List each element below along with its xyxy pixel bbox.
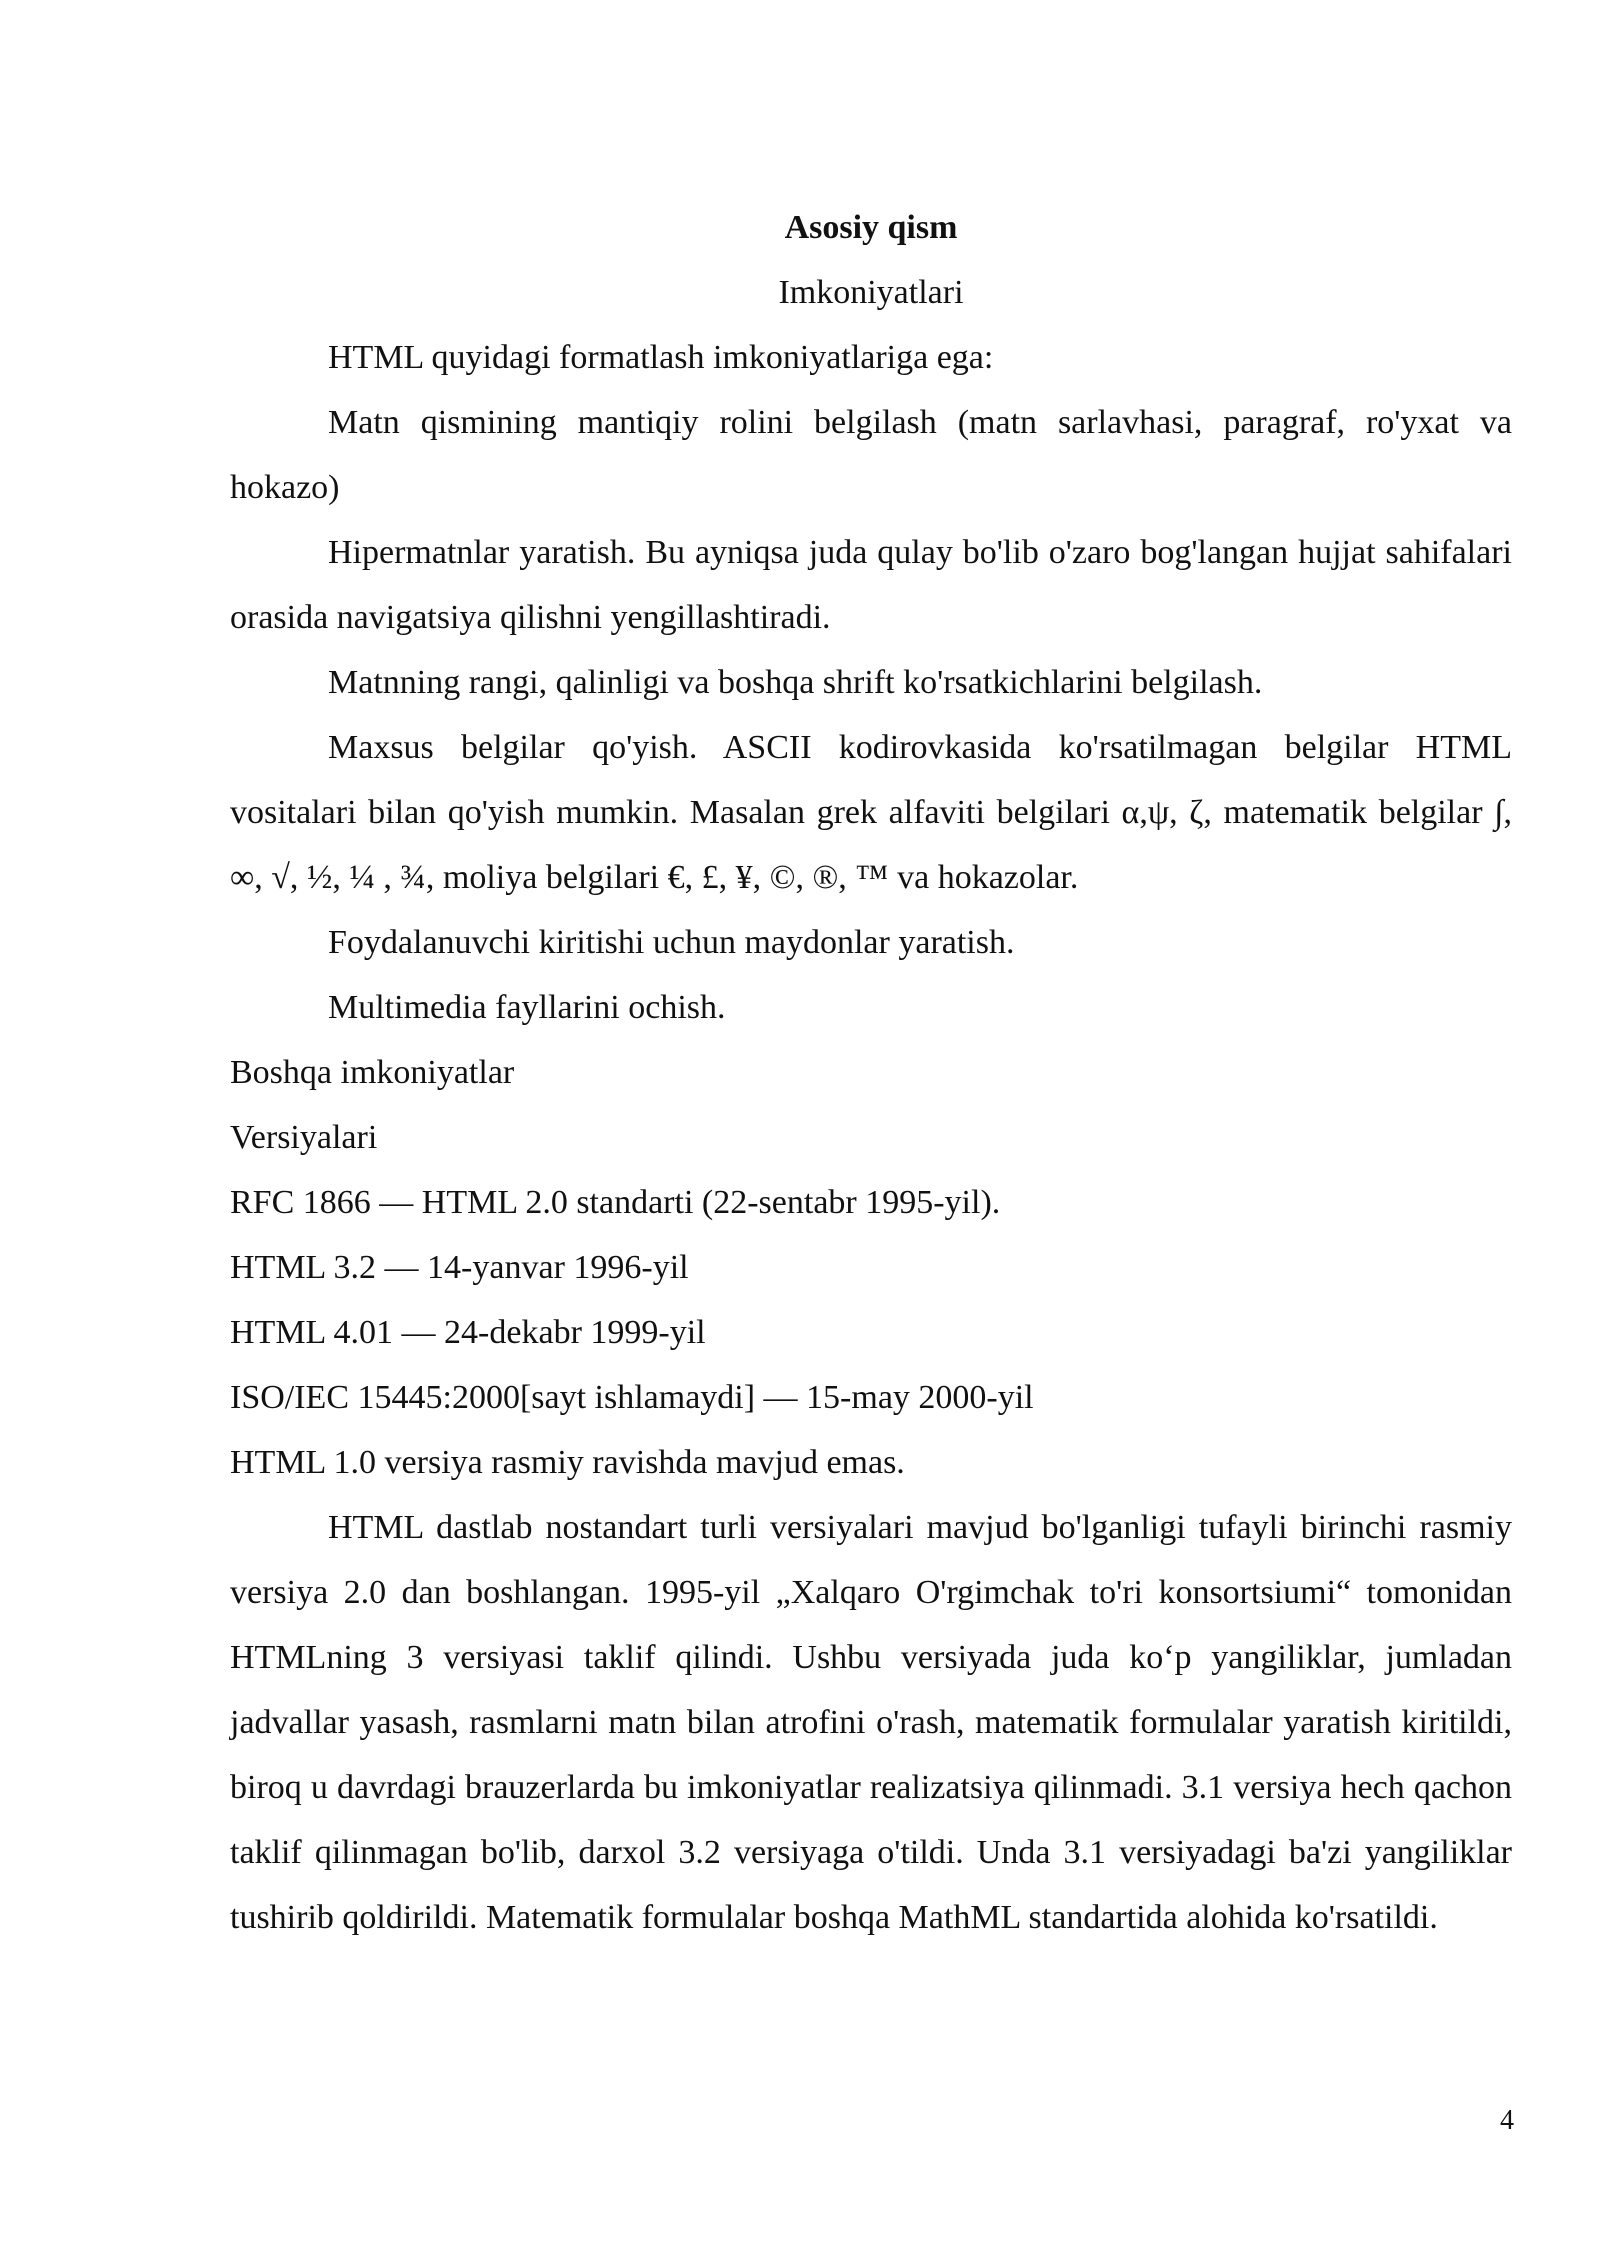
other-features-label: Boshqa imkoniyatlar bbox=[230, 1054, 515, 1091]
feature-paragraph-font: Matnning rangi, qalinligi va boshqa shrift ko'rsatkichlarini belgilash. bbox=[328, 664, 1263, 701]
page-number: 4 bbox=[1500, 2105, 1514, 2136]
intro-paragraph: HTML quyidagi formatlash imkoniyatlariga ega: bbox=[328, 339, 994, 376]
version-line: HTML 1.0 versiya rasmiy ravishda mavjud emas. bbox=[230, 1444, 905, 1481]
version-line: RFC 1866 — HTML 2.0 standarti (22-sentabr 1995-yil). bbox=[230, 1184, 1001, 1221]
section-subtitle: Imkoniyatlari bbox=[778, 274, 964, 311]
version-line: HTML 3.2 — 14-yanvar 1996-yil bbox=[230, 1249, 689, 1286]
version-line: HTML 4.01 — 24-dekabr 1999-yil bbox=[230, 1314, 706, 1351]
feature-paragraph-logical-role: Matn qismining mantiqiy rolini belgilash (matn sarlavhasi, paragraf, ro'yxat va hokazo) bbox=[230, 404, 1512, 506]
feature-paragraph-hypertext: Hipermatnlar yaratish. Bu ayniqsa juda qulay bo'lib o'zaro bog'langan hujjat sahifalari orasida navigatsiya qilishni yengillashtiradi. bbox=[230, 534, 1512, 636]
feature-paragraph-special-chars: Maxsus belgilar qo'yish. ASCII kodirovkasida ko'rsatilmagan belgilar HTML vositalari bilan qo'yish mumkin. Masalan grek alfaviti belgilari α,ψ, ζ, matematik belgilar ∫, ∞, √, ½, ¼ , ¾, moliya belgilari €, £, ¥, ©, ®, ™ va hokazolar. bbox=[230, 729, 1512, 896]
section-title: Asosiy qism bbox=[784, 209, 958, 246]
versions-heading: Versiyalari bbox=[230, 1119, 378, 1156]
document-page bbox=[230, 195, 1512, 1950]
feature-paragraph-multimedia: Multimedia fayllarini ochish. bbox=[328, 989, 726, 1026]
feature-paragraph-input-fields: Foydalanuvchi kiritishi uchun maydonlar yaratish. bbox=[328, 924, 1015, 961]
version-line: ISO/IEC 15445:2000[sayt ishlamaydi] — 15-may 2000-yil bbox=[230, 1379, 1034, 1416]
history-paragraph: HTML dastlab nostandart turli versiyalari mavjud bo'lganligi tufayli birinchi rasmiy versiya 2.0 dan boshlangan. 1995-yil „Xalqaro O'rgimchak to'ri konsortsiumi“ tomonidan HTMLning 3 versiyasi taklif qilindi. Ushbu versiyada juda ko‘p yangiliklar, jumladan jadvallar yasash, rasmlarni matn bilan atrofini o'rash, matematik formulalar yaratish kiritildi, biroq u davrdagi brauzerlarda bu imkoniyatlar realizatsiya qilinmadi. 3.1 versiya hech qachon taklif qilinmagan bo'lib, darxol 3.2 versiyaga o'tildi. Unda 3.1 versiyadagi ba'zi yangiliklar tushirib qoldirildi. Matematik formulalar boshqa MathML standartida alohida ko'rsatildi. bbox=[230, 1509, 1512, 1936]
